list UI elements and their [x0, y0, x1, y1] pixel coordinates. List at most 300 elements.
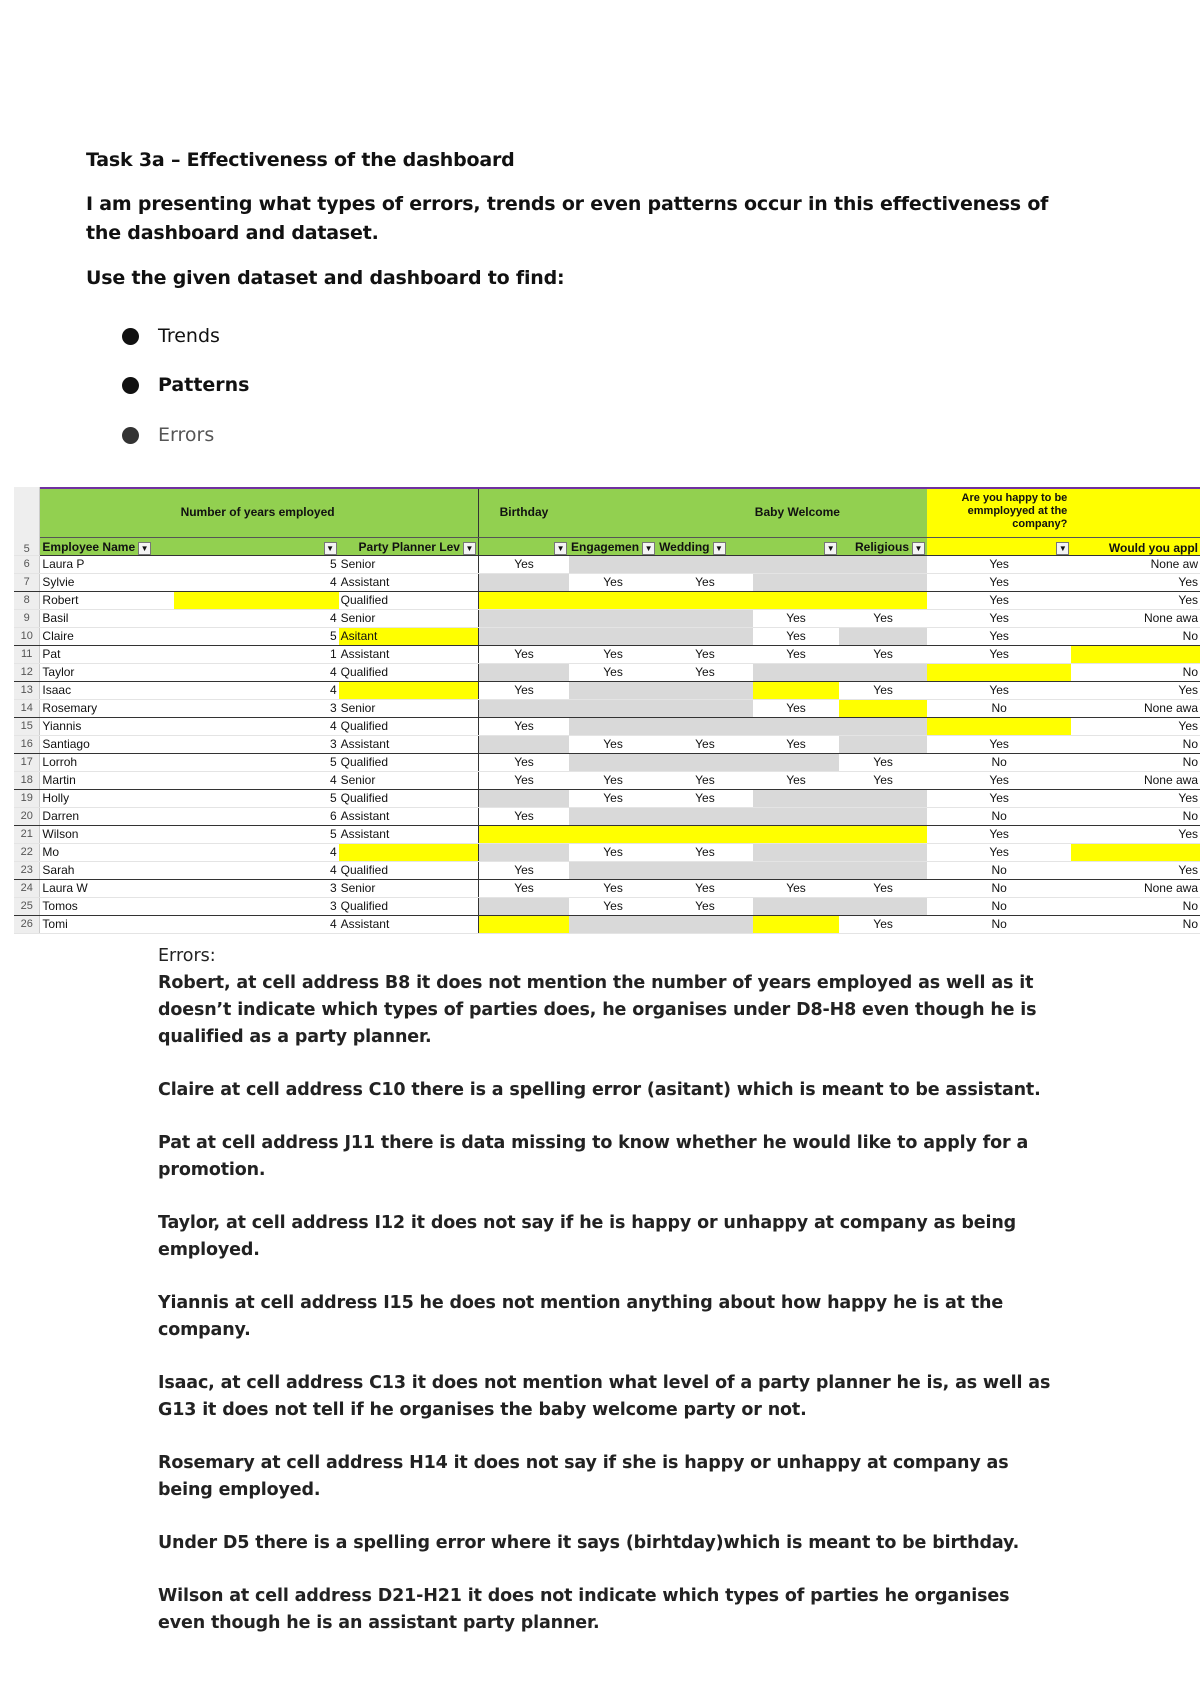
- table-cell[interactable]: Yes: [927, 771, 1071, 789]
- table-cell[interactable]: [753, 843, 839, 861]
- table-cell[interactable]: Yes: [927, 627, 1071, 645]
- table-row: [14, 915, 1200, 933]
- table-cell[interactable]: 5: [174, 627, 339, 645]
- errors-title: Errors:: [158, 946, 216, 966]
- table-cell[interactable]: Yes: [839, 753, 927, 771]
- table-cell[interactable]: 4: [174, 915, 339, 933]
- table-cell[interactable]: Yes: [657, 735, 753, 753]
- table-cell[interactable]: [839, 663, 927, 681]
- table-cell[interactable]: [569, 627, 657, 645]
- table-cell[interactable]: 4: [174, 771, 339, 789]
- table-cell[interactable]: 6: [174, 807, 339, 825]
- table-row: [14, 663, 1200, 681]
- table-cell[interactable]: [478, 735, 569, 753]
- table-cell[interactable]: [569, 717, 657, 735]
- table-cell[interactable]: [657, 753, 753, 771]
- table-cell[interactable]: 1: [174, 645, 339, 663]
- row-number: 6: [14, 555, 40, 573]
- table-cell[interactable]: [753, 591, 839, 609]
- table-cell[interactable]: [657, 609, 753, 627]
- error-item: Rosemary at cell address H14 it does not say if she is happy or unhappy at company as being employed.: [158, 1453, 1009, 1500]
- table-cell[interactable]: Laura W: [40, 879, 174, 897]
- table-cell[interactable]: [478, 699, 569, 717]
- table-cell[interactable]: Assistant: [339, 825, 479, 843]
- table-cell[interactable]: Yes: [1071, 681, 1200, 699]
- table-cell[interactable]: Yes: [569, 573, 657, 591]
- row-number: 8: [14, 591, 40, 609]
- table-cell[interactable]: Qualified: [339, 753, 479, 771]
- col-header-name[interactable]: [40, 537, 174, 555]
- table-cell[interactable]: Rosemary: [40, 699, 174, 717]
- table-cell[interactable]: Qualified: [339, 897, 479, 915]
- error-item: Claire at cell address C10 there is a spelling error (asitant) which is meant to be assistant.: [158, 1080, 1041, 1100]
- table-cell[interactable]: [839, 555, 927, 573]
- error-item: Wilson at cell address D21-H21 it does not indicate which types of parties he organises even though he is an assistant party planner.: [158, 1586, 1010, 1633]
- table-cell[interactable]: Senior: [339, 609, 479, 627]
- table-cell[interactable]: [478, 825, 569, 843]
- instructions: Use the given dataset and dashboard to find:: [86, 267, 565, 289]
- table-cell[interactable]: Wilson: [40, 825, 174, 843]
- col-header-level[interactable]: [339, 537, 479, 555]
- table-cell[interactable]: None aw: [1071, 555, 1200, 573]
- table-cell[interactable]: [569, 915, 657, 933]
- spreadsheet-screenshot: [14, 487, 1200, 943]
- table-cell[interactable]: Qualified: [339, 717, 479, 735]
- table-cell[interactable]: None awa: [1071, 609, 1200, 627]
- table-cell[interactable]: No: [1071, 807, 1200, 825]
- table-cell[interactable]: [339, 843, 479, 861]
- table-cell[interactable]: [478, 591, 569, 609]
- table-cell[interactable]: None awa: [1071, 699, 1200, 717]
- bullet-icon: [122, 328, 139, 345]
- filter-dropdown-icon[interactable]: ▼: [713, 542, 726, 555]
- col-header-promotion[interactable]: [1071, 537, 1200, 555]
- table-cell[interactable]: No: [1071, 735, 1200, 753]
- table-cell[interactable]: No: [1071, 753, 1200, 771]
- filter-dropdown-icon[interactable]: ▼: [912, 542, 925, 555]
- table-cell[interactable]: Qualified: [339, 663, 479, 681]
- table-cell[interactable]: 3: [174, 699, 339, 717]
- table-cell[interactable]: 3: [174, 735, 339, 753]
- col-header-happy[interactable]: [927, 537, 1071, 555]
- filter-dropdown-icon[interactable]: ▼: [824, 542, 837, 555]
- table-cell[interactable]: [339, 681, 479, 699]
- table-cell[interactable]: [478, 915, 569, 933]
- table-cell[interactable]: Pat: [40, 645, 174, 663]
- table-cell[interactable]: Yes: [839, 681, 927, 699]
- table-cell[interactable]: Yes: [927, 645, 1071, 663]
- col-header-label: Engagemen: [571, 540, 640, 555]
- table-cell[interactable]: Yes: [753, 609, 839, 627]
- table-row: [14, 555, 1200, 573]
- table-cell[interactable]: Yes: [478, 861, 569, 879]
- table-cell[interactable]: [839, 807, 927, 825]
- table-row: [14, 897, 1200, 915]
- table-cell[interactable]: [753, 717, 839, 735]
- table-cell[interactable]: 4: [174, 663, 339, 681]
- table-cell[interactable]: Yes: [927, 825, 1071, 843]
- table-cell[interactable]: None awa: [1071, 879, 1200, 897]
- table-cell[interactable]: Senior: [339, 699, 479, 717]
- table-cell[interactable]: 3: [174, 897, 339, 915]
- bullet-item: [122, 325, 220, 347]
- table-cell[interactable]: Laura P: [40, 555, 174, 573]
- row-number: 7: [14, 573, 40, 591]
- table-cell[interactable]: [478, 627, 569, 645]
- row-number: 12: [14, 663, 40, 681]
- table-cell[interactable]: No: [927, 897, 1071, 915]
- col-header-engagement[interactable]: [569, 537, 657, 555]
- table-cell[interactable]: [657, 861, 753, 879]
- table-row: [14, 699, 1200, 717]
- table-cell[interactable]: None awa: [1071, 771, 1200, 789]
- col-header-label: Would you appl: [1108, 540, 1198, 555]
- table-cell[interactable]: [657, 717, 753, 735]
- table-cell[interactable]: Yes: [753, 645, 839, 663]
- table-cell[interactable]: Holly: [40, 789, 174, 807]
- table-cell[interactable]: Martin: [40, 771, 174, 789]
- table-cell[interactable]: [478, 789, 569, 807]
- table-cell[interactable]: Yes: [657, 843, 753, 861]
- table-cell[interactable]: [1071, 645, 1200, 663]
- table-cell[interactable]: Yiannis: [40, 717, 174, 735]
- error-item: Pat at cell address J11 there is data missing to know whether he would like to apply for a promotion.: [158, 1133, 1029, 1180]
- table-cell[interactable]: No: [927, 861, 1071, 879]
- filter-dropdown-icon[interactable]: ▼: [463, 542, 476, 555]
- table-cell[interactable]: 5: [174, 789, 339, 807]
- filter-dropdown-icon[interactable]: ▼: [1056, 542, 1069, 555]
- table-cell[interactable]: Yes: [927, 555, 1071, 573]
- table-row: [14, 645, 1200, 663]
- table-cell[interactable]: Yes: [657, 789, 753, 807]
- col-header-religious[interactable]: [839, 537, 927, 555]
- table-row: [14, 681, 1200, 699]
- table-row: [14, 861, 1200, 879]
- table-cell[interactable]: Sarah: [40, 861, 174, 879]
- table-cell[interactable]: Yes: [839, 915, 927, 933]
- table-cell[interactable]: [753, 861, 839, 879]
- table-cell[interactable]: [753, 573, 839, 591]
- table-cell[interactable]: Yes: [569, 789, 657, 807]
- table-cell[interactable]: Qualified: [339, 789, 479, 807]
- table-cell[interactable]: Qualified: [339, 861, 479, 879]
- table-cell[interactable]: No: [927, 807, 1071, 825]
- row-number: 5: [14, 487, 40, 555]
- table-cell[interactable]: 4: [174, 573, 339, 591]
- header-cell: [339, 487, 479, 537]
- table-cell[interactable]: [569, 699, 657, 717]
- row-number: 13: [14, 681, 40, 699]
- table-cell[interactable]: Yes: [478, 879, 569, 897]
- table-cell[interactable]: [839, 825, 927, 843]
- table-cell[interactable]: Senior: [339, 771, 479, 789]
- table-cell[interactable]: Senior: [339, 555, 479, 573]
- table-cell[interactable]: 3: [174, 879, 339, 897]
- filter-dropdown-icon[interactable]: ▼: [138, 542, 151, 555]
- table-cell[interactable]: Yes: [927, 843, 1071, 861]
- table-cell[interactable]: [569, 753, 657, 771]
- table-cell[interactable]: Yes: [1071, 789, 1200, 807]
- table-cell[interactable]: Yes: [1071, 591, 1200, 609]
- table-cell[interactable]: [927, 717, 1071, 735]
- header-cell: [1071, 487, 1200, 537]
- table-cell[interactable]: Yes: [839, 645, 927, 663]
- table-cell[interactable]: 4: [174, 843, 339, 861]
- table-cell[interactable]: No: [927, 753, 1071, 771]
- table-cell[interactable]: Asitant: [339, 627, 479, 645]
- table-cell[interactable]: [569, 591, 657, 609]
- row-number: 14: [14, 699, 40, 717]
- bullet-icon: [122, 427, 139, 444]
- table-row: [14, 627, 1200, 645]
- table-cell[interactable]: Yes: [657, 663, 753, 681]
- header-happy: Are you happy to be emmployyed at the company?: [927, 487, 1071, 537]
- table-cell[interactable]: Yes: [657, 897, 753, 915]
- row-number: 10: [14, 627, 40, 645]
- row-number: 24: [14, 879, 40, 897]
- col-header-label: Religious: [855, 540, 910, 555]
- table-cell[interactable]: Tomi: [40, 915, 174, 933]
- table-cell[interactable]: [657, 681, 753, 699]
- col-header-label: Party Planner Lev: [358, 540, 460, 555]
- row-number: 18: [14, 771, 40, 789]
- table-cell[interactable]: Assistant: [339, 915, 479, 933]
- bullet-label: Errors: [158, 424, 215, 446]
- table-cell[interactable]: [753, 753, 839, 771]
- table-cell[interactable]: Tomos: [40, 897, 174, 915]
- row-number: 25: [14, 897, 40, 915]
- table-cell[interactable]: Yes: [478, 555, 569, 573]
- table-cell[interactable]: Sylvie: [40, 573, 174, 591]
- table-cell[interactable]: Yes: [927, 789, 1071, 807]
- header-birthday: Birthday: [478, 487, 569, 537]
- table-cell[interactable]: [839, 897, 927, 915]
- table-cell[interactable]: 5: [174, 555, 339, 573]
- table-cell[interactable]: No: [927, 699, 1071, 717]
- table-cell[interactable]: No: [1071, 915, 1200, 933]
- table-cell[interactable]: [839, 627, 927, 645]
- col-header-birthday[interactable]: [478, 537, 569, 555]
- table-cell[interactable]: Yes: [657, 573, 753, 591]
- col-header-label: Employee Name: [42, 540, 136, 555]
- table-cell[interactable]: [569, 825, 657, 843]
- table-cell[interactable]: Yes: [927, 609, 1071, 627]
- error-item: Robert, at cell address B8 it does not mention the number of years employed as well as it doesn’t indicate which types of parties does, he organises under D8-H8 even though he is qualified as a party planner.: [158, 973, 1037, 1047]
- table-cell[interactable]: [753, 681, 839, 699]
- table-cell[interactable]: [569, 609, 657, 627]
- table-row: [14, 843, 1200, 861]
- table-row: [14, 879, 1200, 897]
- table-cell[interactable]: Yes: [569, 879, 657, 897]
- table-cell[interactable]: No: [927, 915, 1071, 933]
- table-cell[interactable]: [753, 663, 839, 681]
- error-item: Taylor, at cell address I12 it does not say if he is happy or unhappy at company as being employed.: [158, 1213, 1017, 1260]
- table-cell[interactable]: Yes: [478, 771, 569, 789]
- row-number: 9: [14, 609, 40, 627]
- row-number: 16: [14, 735, 40, 753]
- table-cell[interactable]: [657, 699, 753, 717]
- table-cell[interactable]: Yes: [753, 627, 839, 645]
- table-cell[interactable]: 4: [174, 717, 339, 735]
- table-cell[interactable]: [657, 807, 753, 825]
- header-cell: [40, 487, 174, 537]
- table-cell[interactable]: [839, 735, 927, 753]
- header-top-border: [40, 487, 1200, 489]
- table-cell[interactable]: Yes: [1071, 861, 1200, 879]
- table-cell[interactable]: Yes: [478, 645, 569, 663]
- col-header-wedding[interactable]: [657, 537, 753, 555]
- filter-dropdown-icon[interactable]: ▼: [554, 542, 567, 555]
- table-cell[interactable]: 4: [174, 609, 339, 627]
- table-cell[interactable]: Yes: [478, 807, 569, 825]
- col-header-baby[interactable]: [753, 537, 839, 555]
- table-row: [14, 789, 1200, 807]
- row-number: 23: [14, 861, 40, 879]
- table-cell[interactable]: [569, 681, 657, 699]
- filter-dropdown-icon[interactable]: ▼: [324, 542, 337, 555]
- table-row: [14, 717, 1200, 735]
- table-cell[interactable]: [657, 627, 753, 645]
- table-row: [14, 735, 1200, 753]
- error-item: Under D5 there is a spelling error where it says (birhtday)which is meant to be birthday.: [158, 1533, 1020, 1553]
- table-cell[interactable]: [569, 861, 657, 879]
- table-cell[interactable]: [839, 861, 927, 879]
- table-cell[interactable]: Yes: [478, 717, 569, 735]
- table-cell[interactable]: [839, 843, 927, 861]
- table-cell[interactable]: Yes: [569, 771, 657, 789]
- table-cell[interactable]: [753, 897, 839, 915]
- table-cell[interactable]: Yes: [1071, 825, 1200, 843]
- table-cell[interactable]: No: [1071, 627, 1200, 645]
- table-cell[interactable]: [569, 555, 657, 573]
- table-cell[interactable]: 5: [174, 753, 339, 771]
- table-cell[interactable]: Qualified: [339, 591, 479, 609]
- table-cell[interactable]: Assistant: [339, 807, 479, 825]
- table-cell[interactable]: [478, 897, 569, 915]
- table-cell[interactable]: Yes: [657, 879, 753, 897]
- table-cell[interactable]: Yes: [569, 735, 657, 753]
- table-cell[interactable]: Yes: [927, 735, 1071, 753]
- table-cell[interactable]: Yes: [569, 843, 657, 861]
- table-cell[interactable]: Yes: [927, 681, 1071, 699]
- table-cell[interactable]: [657, 825, 753, 843]
- table-cell[interactable]: Yes: [753, 735, 839, 753]
- table-cell[interactable]: Yes: [753, 699, 839, 717]
- table-cell[interactable]: [753, 789, 839, 807]
- table-cell[interactable]: No: [1071, 897, 1200, 915]
- table-cell[interactable]: Yes: [753, 879, 839, 897]
- row-number: 11: [14, 645, 40, 663]
- table-cell[interactable]: [753, 555, 839, 573]
- row-number: 21: [14, 825, 40, 843]
- table-cell[interactable]: [657, 915, 753, 933]
- table-cell[interactable]: [478, 663, 569, 681]
- table-cell[interactable]: [174, 591, 339, 609]
- table-cell[interactable]: Yes: [569, 663, 657, 681]
- bullet-label: Patterns: [158, 374, 250, 396]
- table-cell[interactable]: Yes: [927, 573, 1071, 591]
- table-cell[interactable]: [839, 573, 927, 591]
- table-cell[interactable]: 4: [174, 681, 339, 699]
- table-cell[interactable]: Assistant: [339, 735, 479, 753]
- table-cell[interactable]: Yes: [1071, 573, 1200, 591]
- table-cell[interactable]: Isaac: [40, 681, 174, 699]
- header-baby-welcome: Baby Welcome: [753, 487, 927, 537]
- table-cell[interactable]: Yes: [657, 645, 753, 663]
- table-cell[interactable]: [1071, 843, 1200, 861]
- task-title: Task 3a – Effectiveness of the dashboard: [86, 149, 515, 171]
- col-header-label: Wedding: [659, 540, 710, 555]
- table-cell[interactable]: [657, 555, 753, 573]
- col-header-years[interactable]: [174, 537, 339, 555]
- table-cell[interactable]: [478, 843, 569, 861]
- table-cell[interactable]: [839, 591, 927, 609]
- table-cell[interactable]: Yes: [753, 771, 839, 789]
- table-cell[interactable]: Robert: [40, 591, 174, 609]
- errors-section: [158, 943, 1058, 1663]
- table-row: [14, 753, 1200, 771]
- table-cell[interactable]: [753, 915, 839, 933]
- table-cell[interactable]: Yes: [839, 609, 927, 627]
- table-cell[interactable]: Yes: [1071, 717, 1200, 735]
- table-cell[interactable]: [927, 663, 1071, 681]
- table-cell[interactable]: [839, 789, 927, 807]
- table-cell[interactable]: Taylor: [40, 663, 174, 681]
- table-cell[interactable]: No: [927, 879, 1071, 897]
- bullet-icon: [122, 377, 139, 394]
- table-cell[interactable]: Yes: [927, 591, 1071, 609]
- table-cell[interactable]: Basil: [40, 609, 174, 627]
- table-cell[interactable]: Yes: [478, 753, 569, 771]
- table-cell[interactable]: Yes: [839, 879, 927, 897]
- header-cell: [569, 487, 657, 537]
- bullet-label: Trends: [158, 325, 220, 347]
- table-row: [14, 573, 1200, 591]
- table-cell[interactable]: [839, 717, 927, 735]
- table-cell[interactable]: Santiago: [40, 735, 174, 753]
- table-cell[interactable]: [839, 699, 927, 717]
- table-cell[interactable]: Yes: [657, 771, 753, 789]
- filter-dropdown-icon[interactable]: ▼: [642, 542, 655, 555]
- table-row: [14, 609, 1200, 627]
- intro-text: I am presenting what types of errors, trends or even patterns occur in this effectiveness of the dashboard and dataset.: [86, 193, 1049, 244]
- table-cell[interactable]: Yes: [569, 897, 657, 915]
- table-cell[interactable]: Darren: [40, 807, 174, 825]
- header-years: Number of years employed: [174, 487, 339, 537]
- table-cell[interactable]: Yes: [478, 681, 569, 699]
- table-cell[interactable]: Lorroh: [40, 753, 174, 771]
- table-cell[interactable]: No: [1071, 663, 1200, 681]
- table-cell[interactable]: [569, 807, 657, 825]
- table-cell[interactable]: Assistant: [339, 645, 479, 663]
- table-cell[interactable]: Yes: [569, 645, 657, 663]
- table-cell[interactable]: Yes: [839, 771, 927, 789]
- table-cell[interactable]: 5: [174, 825, 339, 843]
- row-number: 15: [14, 717, 40, 735]
- table-cell[interactable]: [657, 591, 753, 609]
- table-cell[interactable]: Mo: [40, 843, 174, 861]
- table-cell[interactable]: [753, 825, 839, 843]
- table-cell[interactable]: [753, 807, 839, 825]
- error-item: Yiannis at cell address I15 he does not mention anything about how happy he is at the company.: [158, 1293, 1004, 1340]
- table-row: [14, 807, 1200, 825]
- table-cell[interactable]: [478, 573, 569, 591]
- table-cell[interactable]: Claire: [40, 627, 174, 645]
- table-cell[interactable]: 4: [174, 861, 339, 879]
- table-cell[interactable]: Senior: [339, 879, 479, 897]
- table-cell[interactable]: Assistant: [339, 573, 479, 591]
- table-cell[interactable]: [478, 609, 569, 627]
